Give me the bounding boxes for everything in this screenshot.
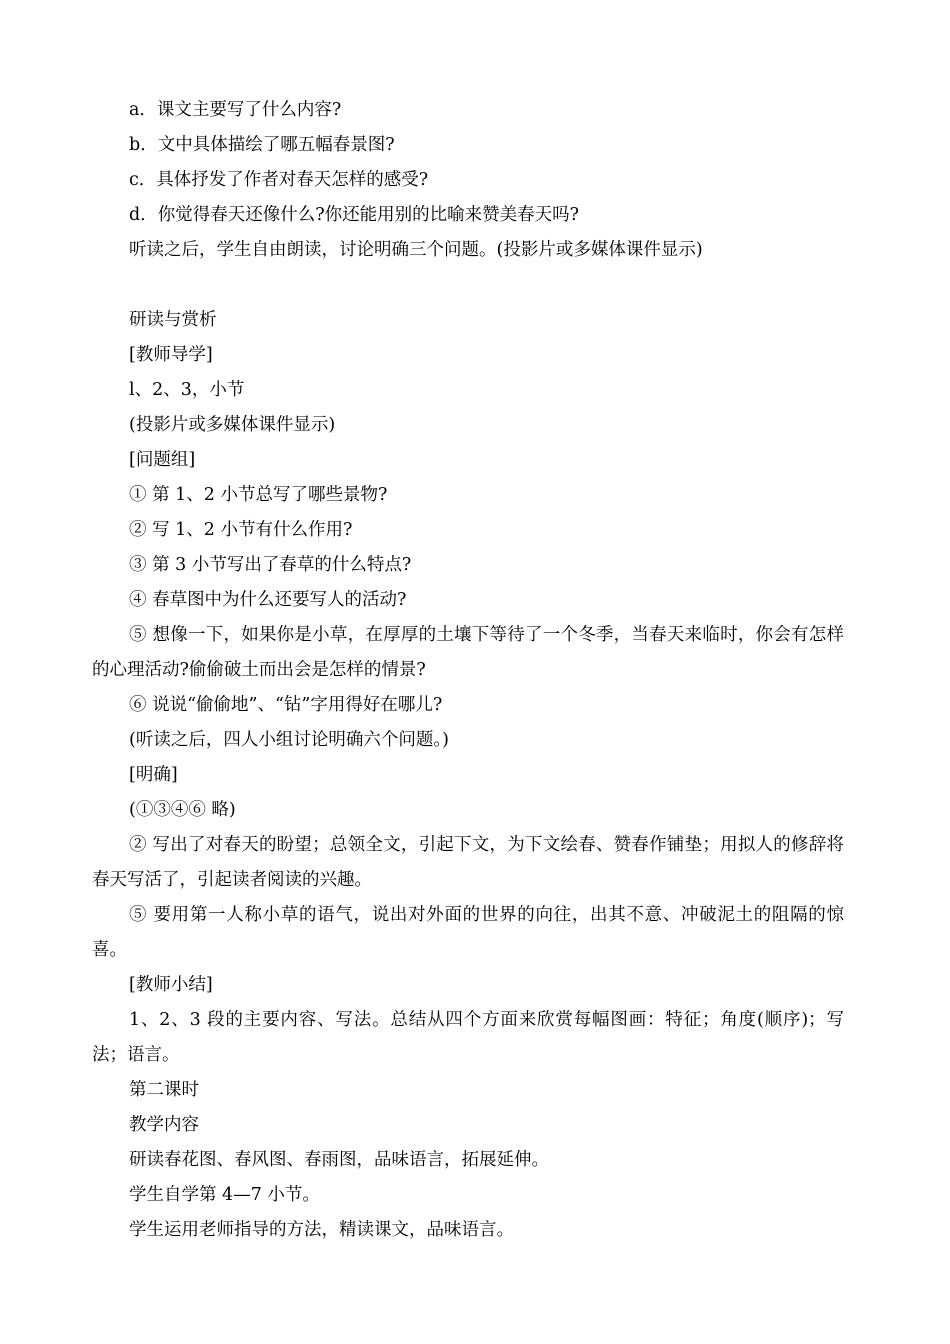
- summary-text: 1、2、3 段的主要内容、写法。总结从四个方面来欣赏每幅图画：特征；角度(顺序)；写法；语言。: [92, 1010, 844, 1065]
- answer-5: ⑤ 要用第一人称小草的语气，说出对外面的世界的向往，出其不意、冲破泥土的阻隔的惊喜。: [92, 905, 844, 960]
- question-6: ⑥ 说说“偷偷地”、“钻”字用得好在哪儿?: [129, 695, 443, 715]
- question-1: ① 第 1、2 小节总写了哪些景物?: [129, 485, 388, 505]
- teaching-content-label: 教学内容: [129, 1115, 199, 1135]
- group-discussion-note: (听读之后，四人小组讨论明确六个问题。): [129, 730, 449, 750]
- section-heading: 研读与赏析: [129, 310, 217, 330]
- listening-instruction: 听读之后，学生自由朗读，讨论明确三个问题。(投影片或多媒体课件显示): [129, 240, 703, 260]
- sections-line: l、2、3，小节: [129, 380, 245, 400]
- teaching-content-text: 研读春花图、春风图、春雨图，品味语言，拓展延伸。: [129, 1150, 549, 1170]
- second-lesson-heading: 第二课时: [129, 1080, 199, 1100]
- display-note: (投影片或多媒体课件显示): [129, 415, 336, 435]
- answer-2: ② 写出了对春天的盼望；总领全文，引起下文，为下文绘春、赞春作铺垫；用拟人的修辞将春天写活了，引起读者阅读的兴趣。: [92, 835, 844, 890]
- paragraph-gap: [92, 268, 844, 303]
- question-3: ③ 第 3 小节写出了春草的什么特点?: [129, 555, 412, 575]
- document-body: [92, 93, 844, 1248]
- question-2: ② 写 1、2 小节有什么作用?: [129, 520, 353, 540]
- teacher-guide-label: [教师导学]: [129, 345, 213, 365]
- question-group-label: [问题组]: [129, 450, 196, 470]
- omitted-answers: (①③④⑥ 略): [129, 800, 236, 820]
- question-5: ⑤ 想像一下，如果你是小草，在厚厚的土壤下等待了一个冬季，当春天来临时，你会有怎样的心理活动?偷偷破土而出会是怎样的情景?: [92, 625, 844, 680]
- clarify-label: [明确]: [129, 765, 178, 785]
- self-study-line: 学生自学第 4—7 小节。: [129, 1185, 320, 1205]
- question-a: a．课文主要写了什么内容?: [129, 100, 342, 120]
- question-d: d．你觉得春天还像什么?你还能用别的比喻来赞美春天吗?: [129, 205, 579, 225]
- question-4: ④ 春草图中为什么还要写人的活动?: [129, 590, 407, 610]
- method-line: 学生运用老师指导的方法，精读课文，品味语言。: [129, 1220, 514, 1240]
- question-b: b．文中具体描绘了哪五幅春景图?: [129, 135, 395, 155]
- teacher-summary-label: [教师小结]: [129, 975, 213, 995]
- question-c: c．具体抒发了作者对春天怎样的感受?: [129, 170, 429, 190]
